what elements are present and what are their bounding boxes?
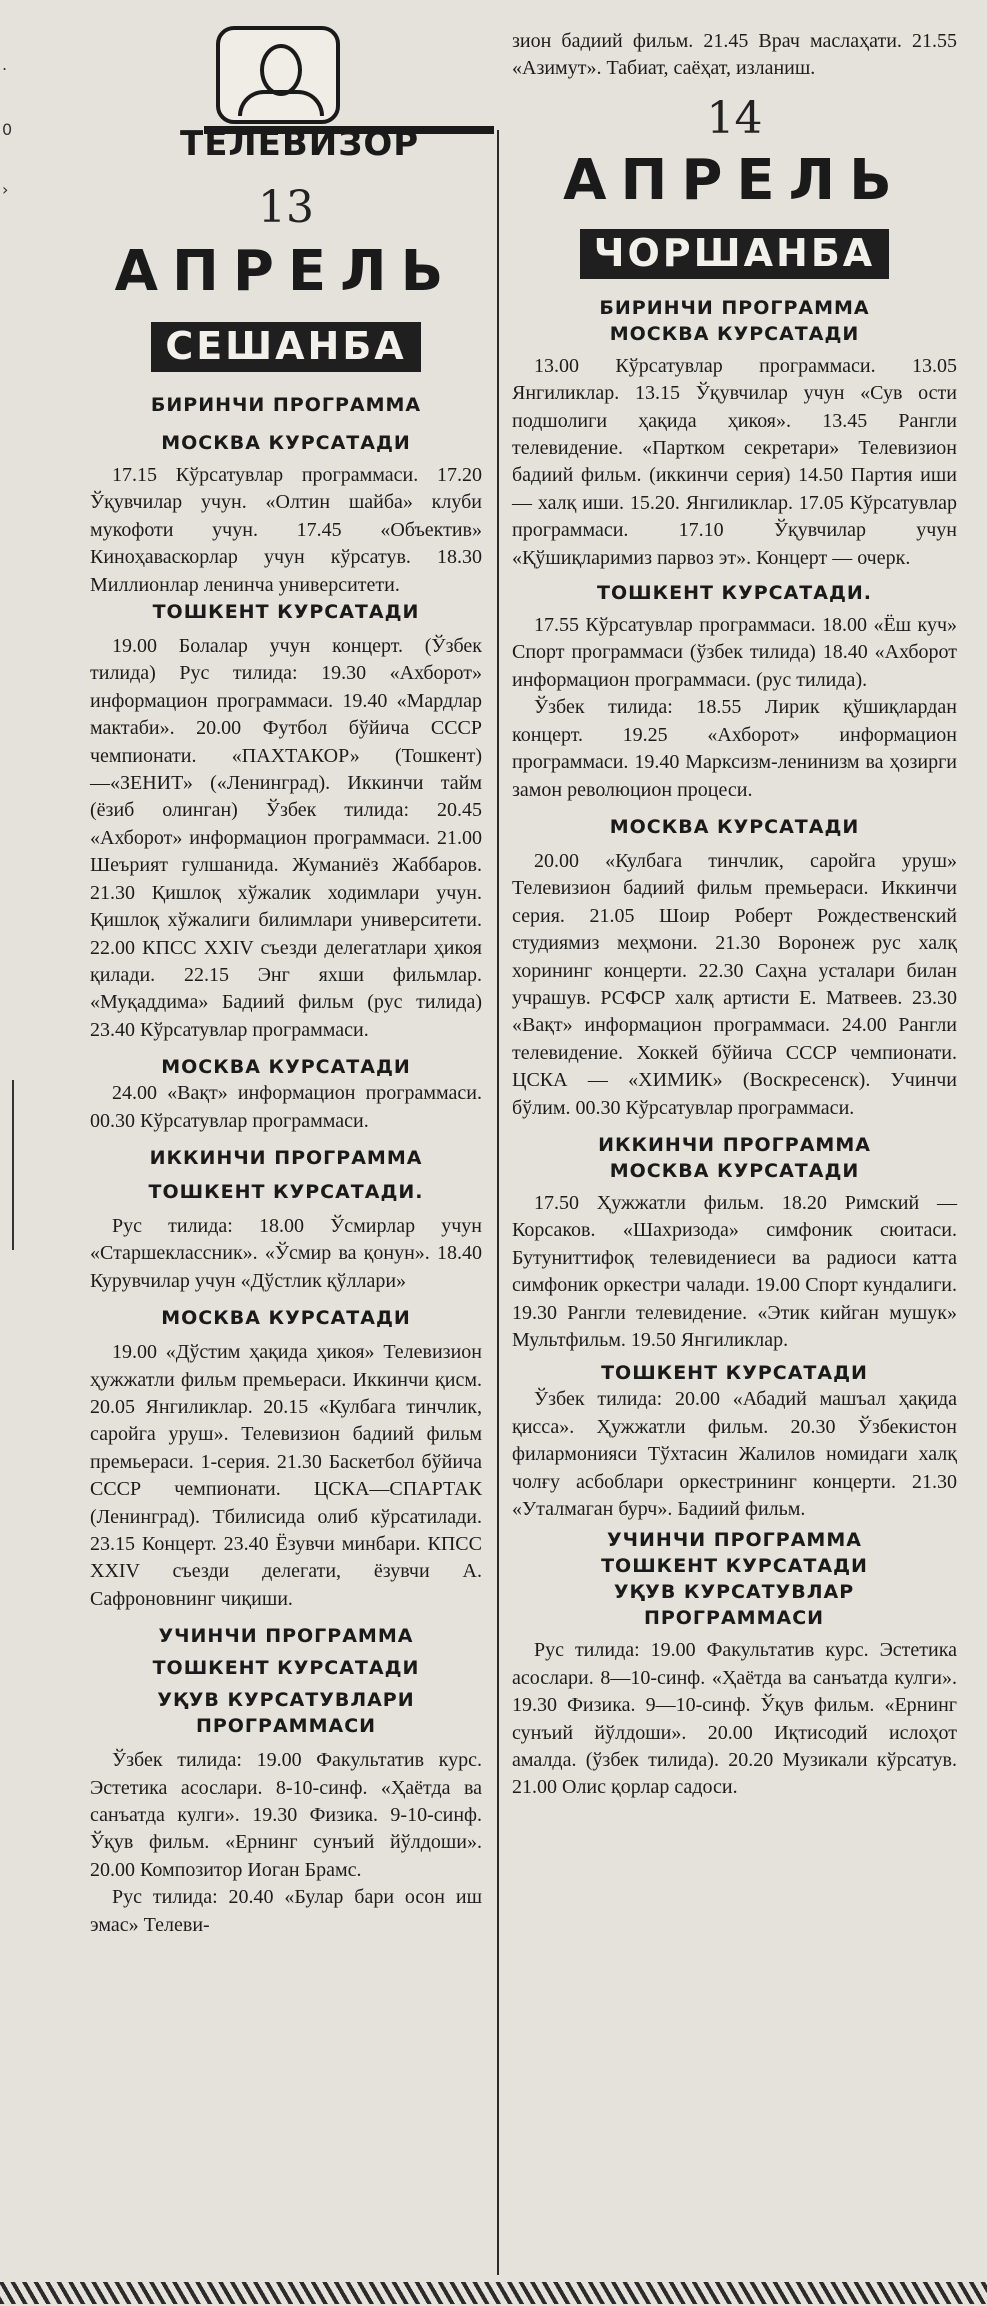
schedule-text: 19.00 «Дўстим ҳақида ҳикоя» Телевизион ҳужжатли фильм премьераси. Иккинчи қисм. 20.05 Янгиликлар. 20.15 «Кулбага тинчлик, саройга уруш». Телевизион бадиий фильм премьераси. 1-серия. 21.30 Баскетбол бўйича СССР чемпионати. ЦСКА—СПАРТАК (Ленинград). Тбилисида олиб кўрсатилади. 23.15 Концерт. 23.40 Ёзувчи минбари. КПСС XXIV съезди делегати, ёзувчи А. Сафроновнинг чиқиши. bbox=[90, 1341, 482, 1610]
column-divider bbox=[497, 130, 499, 2275]
edge-fragment: › bbox=[2, 180, 9, 199]
section-heading: МОСКВА КУРСАТАДИ bbox=[161, 432, 411, 454]
section-heading: МОСКВА КУРСАТАДИ bbox=[609, 815, 860, 838]
tv-screen-face-icon bbox=[216, 26, 340, 124]
masthead-title: ТЕЛЕВИЗОР bbox=[180, 124, 420, 164]
section-heading: УЧИНЧИ ПРОГРАММА bbox=[607, 1529, 862, 1552]
section-heading: БИРИНЧИ ПРОГРАММА bbox=[599, 296, 870, 319]
left-column bbox=[90, 0, 482, 1939]
schedule-text: 24.00 «Вақт» информацион программаси. 00.30 Кўрсатувлар программаси. bbox=[90, 1082, 482, 1132]
section-heading: БИРИНЧИ ПРОГРАММА bbox=[150, 394, 422, 416]
section-heading: ТОШКЕНТ КУРСАТАДИ bbox=[601, 1362, 868, 1385]
section-heading: МОСКВА КУРСАТАДИ bbox=[161, 1056, 411, 1079]
schedule-text: зион бадиий фильм. 21.45 Врач маслаҳати. 21.55 «Азимут». Табиат, саёҳат, изланиш. bbox=[512, 30, 957, 80]
schedule-text: 17.50 Ҳужжатли фильм. 18.20 Римский — Корсаков. «Шахризода» симфоник сюитаси. Бутуниттифоқ телевидениеси ва радиоси катта симфоник оркестри чалади. 19.00 Спорт кундалиги. 19.30 Рангли телевидение. «Этик кийган мушук» Мультфильм. 19.50 Янгиликлар. bbox=[512, 1191, 957, 1351]
schedule-text: 13.00 Кўрсатувлар программаси. 13.05 Янгиликлар. 13.15 Ўқувчилар учун «Сув ости подшолиги ҳақида ҳикоя». 13.45 Рангли телевидение. «Партком секретари» Телевизион бадиий фильм. (иккинчи серия) 14.50 Партия иши — халқ иши. 15.20. Янгиликлар. 17.05 Кўрсатувлар программаси. 17.10 Ўқувчилар учун «Қўшиқларимиз парвоз эт». Концерт — очерк. bbox=[512, 354, 957, 569]
section-heading: ИККИНЧИ ПРОГРАММА bbox=[598, 1133, 871, 1156]
schedule-text: Рус тилида: 20.40 «Булар бари осон иш эмас» Телеви- bbox=[90, 1886, 482, 1936]
schedule-text: Ўзбек тилида: 20.00 «Абадий машъал ҳақида қисса». Ҳужжатли фильм. 20.30 Ўзбекистон филармонияси Тўхтасин Жалилов номидаги халқ чолғу асбоблари оркестрининг концерти. 21.30 «Уталмаган бурч». Бадиий фильм. bbox=[512, 1388, 957, 1521]
schedule-text: 17.55 Кўрсатувлар программаси. 18.00 «Ёш куч» Спорт программаси (ўзбек тилида) 18.40 «Ахборот информацион программаси. (рус тилида). bbox=[512, 614, 957, 691]
section-heading: МОСКВА КУРСАТАДИ bbox=[609, 322, 860, 345]
section-heading: ИККИНЧИ ПРОГРАММА bbox=[149, 1146, 423, 1169]
schedule-text: 20.00 «Кулбага тинчлик, саройга уруш» Телевизион бадиий фильм премьераси. Иккинчи серия. 21.05 Шоир Роберт Рождественский студиямиз меҳмони. 21.30 Воронеж рус халқ хорининг концерти. 22.30 Саҳна усталари билан учрашув. РСФСР халқ артисти Е. Матвеев. 23.30 «Вақт» информацион программаси. 24.00 Рангли телевидение. Хоккей бўйича СССР чемпионати. ЦСКА — «ХИМИК» (Воскресенск). Учинчи бўлим. 00.30 Кўрсатувлар программаси. bbox=[512, 849, 957, 1119]
section-heading: МОСКВА КУРСАТАДИ bbox=[161, 1307, 411, 1330]
schedule-text: Рус тилида: 18.00 Ўсмирлар учун «Старшеклассник». «Ўсмир ва қонун». 18.40 Курувчилар учун «Дўстлик қўллари» bbox=[90, 1214, 482, 1292]
schedule-text: 19.00 Болалар учун концерт. (Ўзбек тилида) Рус тилида: 19.30 «Ахборот» информацион программаси. 19.40 «Мардлар мактаби». 20.00 Футбол бўйича СССР чемпионати. «ПАХТАКОР» (Тошкент)—«ЗЕНИТ» («Ленинград). Иккинчи тайм (ёзиб олинган) Ўзбек тилида: 20.45 «Ахборот» информацион программаси. 21.00 Шеърият гулшанида. Жуманиёз Жаббаров. 21.30 Қишлоқ хўжалик ходимлари учун. Қишлоқ хўжалиги билимлари университети. 22.00 КПСС XXIV съезди делегатлари ҳикоя қилади. 22.15 Энг яхши фильмлар. «Муқаддима» Бадиий фильм (рус тилида) 23.40 Кўрсатувлар программаси. bbox=[90, 635, 482, 1041]
section-heading: МОСКВА КУРСАТАДИ bbox=[609, 1159, 860, 1182]
section-heading: УҚУВ КУРСАТУВЛАР ПРОГРАММАСИ bbox=[613, 1581, 855, 1630]
decorative-border bbox=[0, 2282, 987, 2304]
section-heading: УЧИНЧИ ПРОГРАММА bbox=[158, 1625, 414, 1648]
day-number: 14 bbox=[706, 92, 763, 144]
section-heading: ТОШКЕНТ КУРСАТАДИ. bbox=[148, 1180, 424, 1203]
month-heading: АПРЕЛЬ bbox=[563, 147, 906, 213]
section-heading: ТОШКЕНТ КУРСАТАДИ. bbox=[596, 582, 873, 605]
weekday-badge: СЕШАНБА bbox=[151, 322, 420, 372]
schedule-text: Рус тилида: 19.00 Факультатив курс. Эстетика асослари. 8—10-синф. «Ҳаётда ва санъатда кулги». 19.30 Физика. 9—10-синф. Ўқув фильм. «Ернинг сунъий йўлдоши». 20.00 Иқтисодий ислоҳот амалда. (ўзбек тилида). 20.20 Музикали кўрсатув. 21.00 Олис қорлар садоси. bbox=[512, 1639, 957, 1799]
schedule-text: Ўзбек тилида: 18.55 Лирик қўшиқлардан концерт. 19.25 «Ахборот» информацион программаси. 19.40 Марксизм-ленинизм ва ҳозирги замон революцион процеси. bbox=[512, 696, 957, 801]
section-heading: ТОШКЕНТ КУРСАТАДИ bbox=[601, 1555, 868, 1578]
right-column bbox=[512, 0, 957, 1802]
day-number: 13 bbox=[258, 182, 314, 233]
section-heading: УҚУВ КУРСАТУВЛАРИ ПРОГРАММАСИ bbox=[157, 1689, 415, 1738]
section-heading: ТОШКЕНТ КУРСАТАДИ bbox=[152, 1657, 420, 1680]
schedule-text: Ўзбек тилида: 19.00 Факультатив курс. Эстетика асослари. 8-10-синф. «Ҳаётда ва санъатда кулги». 19.30 Физика. 9-10-синф. Ўқув фильм. «Ернинг сунъий йўлдоши». 20.00 Композитор Иоган Брамс. bbox=[90, 1749, 482, 1881]
schedule-text: 17.15 Кўрсатувлар программаси. 17.20 Ўқувчилар учун. «Олтин шайба» клуби мукофоти учун. 17.45 «Объектив» Киноҳаваскорлар учун кўрсатув. 18.30 Миллионлар ленинча университети. bbox=[90, 464, 482, 596]
edge-fragment: 0 bbox=[2, 120, 13, 139]
month-heading: АПРЕЛЬ bbox=[114, 239, 458, 304]
weekday-badge: ЧОРШАНБА bbox=[580, 229, 889, 279]
edge-fragment: . bbox=[2, 55, 8, 74]
section-heading: ТОШКЕНТ КУРСАТАДИ bbox=[152, 601, 420, 624]
masthead-logo bbox=[110, 20, 490, 170]
edge-rule bbox=[12, 1080, 14, 1250]
